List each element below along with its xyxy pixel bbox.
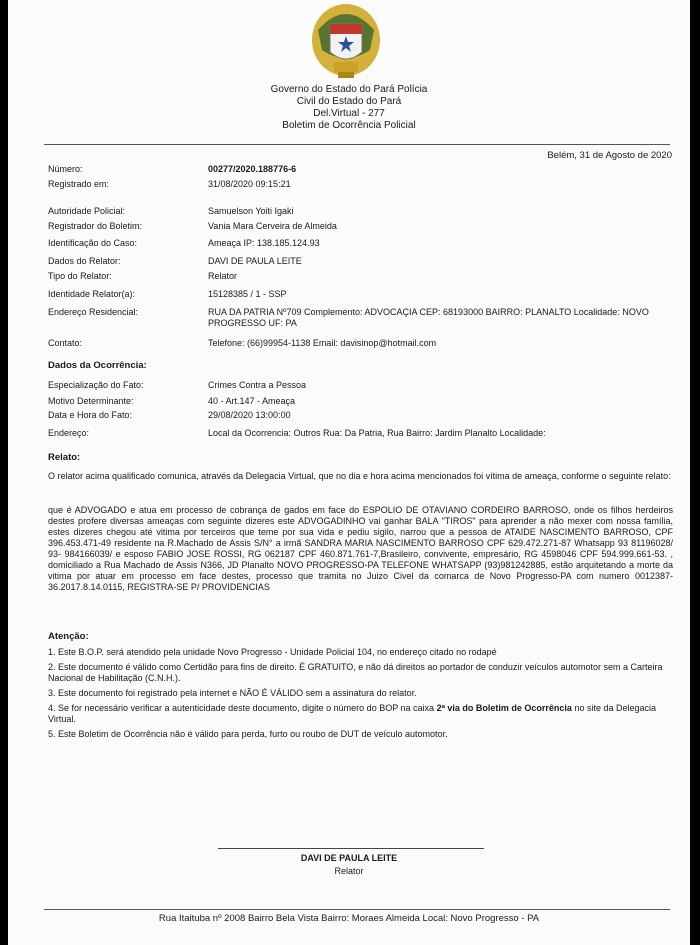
header-line-1: Governo do Estado do Pará Polícia (270, 84, 428, 95)
header-line-2: Civil do Estado do Pará (296, 96, 402, 107)
field-endereco-residencial (48, 307, 678, 331)
footer-divider (44, 909, 670, 910)
field-value: 29/08/2020 13:00:00 (208, 410, 291, 420)
field-label: Número: (48, 164, 83, 174)
field-label: Contato: (48, 338, 83, 348)
field-numero (48, 164, 678, 176)
atencao-item: 1. Este B.O.P. será atendido pela unidade Novo Progresso - Unidade Policial 104, no endereço citado no rodapé (48, 647, 497, 657)
atencao-item-emphasis: 2ª via do Boletim de Ocorrência (436, 703, 572, 713)
field-value: Local da Ocorrencia: Outros Rua: Da Patria, Rua Bairro: Jardim Planalto Localidade: (208, 428, 546, 438)
section-title-atencao: Atenção: (48, 631, 89, 642)
field-label: Especialização do Fato: (48, 380, 144, 390)
field-label: Data e Hora do Fato: (48, 410, 133, 420)
field-label: Identificação do Caso: (48, 238, 138, 248)
atencao-item-text: no site da Delegacia Virtual. (48, 703, 656, 724)
field-value: DAVI DE PAULA LEITE (208, 256, 302, 266)
field-value: 00277/2020.188776-6 (208, 164, 297, 174)
field-identificacao (48, 238, 678, 250)
issue-date: Belém, 31 de Agosto de 2020 (547, 150, 672, 161)
document-header (8, 84, 690, 132)
relato-intro: O relator acima qualificado comunica, através da Delegacia Virtual, que no dia e hora acima mencionados foi vítima de ameaça, conforme o seguinte relato: (48, 471, 671, 481)
footer-address: Rua Itaituba nº 2008 Bairro Bela Vista Bairro: Moraes Almeida Local: Novo Progresso - PA (158, 913, 540, 924)
header-line-4: Boletim de Ocorrência Policial (282, 120, 416, 131)
atencao-item: 2. Este documento é válido como Certidão para fins de direito. É GRATUITO, e não dá direitos ao portador de conduzir veículos automotor sem a Carteira Nacional de Habilitação (C.N.H.). (48, 662, 663, 683)
field-identidade (48, 289, 678, 301)
field-contato (48, 338, 678, 350)
field-label: Endereço: (48, 428, 90, 438)
atencao-list (48, 647, 673, 744)
atencao-item: 5. Este Boletim de Ocorrência não é válido para perda, furto ou roubo de DUT de veículo automotor. (48, 729, 448, 739)
field-value: Ameaça IP: 138.185.124.93 (208, 238, 320, 248)
field-label: Motivo Determinante: (48, 396, 134, 406)
relato-body: que é ADVOGADO e atua em processo de cobrança de gados em face do ESPOLIO DE OTAVIANO CORDEIRO BARROSO, onde os filhos herdeiros destes profere diversas ameaças com seguinte dizeres este ADVOGADINHO vai ganhar BALA "TIROS" para aprender a não mexer com nossa família, estes dizeres chegou até vitima por terceiros que teme por sua vida e pediu sigilo, narrou que a pessoa de ATAIDE NASCIMENTO BARROSO, CPF 396.453.471-49 residente na R.Machado de Assis S/N° a irmã SANDRA MARIA NASCIMENTO BARROSO CPF 629.472.271-87 Whatsapp 93 81196028/ 93- 984166039/ e esposo FABIO JOSE ROSSI, RG 062187 CPF 460.871.761-7,Brasileiro, convivente, empresário, RG 4598046 CPF 594.999.661-53. , domiciliado a Rua Machado de Assis N366, JD Planalto NOVO PROGRESSO-PA TELEFONE WHATSAPP (93)981242885, estão arquitetando a morte da vitima por atuar em processo em face destes, processo que tramita no Juizo Civel da comarca de Novo Progresso-PA com numero 0012387-36.2017.8.14.0115, REGISTRA-SE P/ PROVIDENCIAS (48, 505, 673, 592)
field-especializacao (48, 380, 678, 392)
atencao-item-text: 4. Se for necessário verificar a autenticidade deste documento, digite o número do BOP na caixa (48, 703, 437, 713)
atencao-item: 3. Este documento foi registrado pela internet e NÃO É VÁLIDO sem a assinatura do relator. (48, 688, 417, 698)
field-registrado (48, 179, 678, 191)
field-motivo (48, 396, 678, 408)
signature-line (218, 848, 484, 849)
field-label: Dados do Relator: (48, 256, 121, 266)
field-value: Relator (208, 271, 238, 281)
field-data-fato (48, 410, 678, 422)
field-value: 15128385 / 1 - SSP (208, 289, 287, 299)
field-dados-relator (48, 256, 678, 268)
field-value: Samuelson Yoiti Igaki (208, 206, 294, 216)
field-value: Telefone: (66)99954-1138 Email: davisinop@hotmail.com (208, 338, 437, 348)
section-title-ocorrencia: Dados da Ocorrência: (48, 360, 147, 371)
field-value: RUA DA PATRIA Nº709 Complemento: ADVOCAÇIA CEP: 68193000 BAIRRO: PLANALTO Localidade: NOVO PROGRESSO UF: PA (208, 307, 649, 328)
state-coat-of-arms (308, 0, 384, 82)
header-line-3: Del.Virtual - 277 (313, 108, 385, 119)
field-endereco-ocorrencia (48, 428, 678, 440)
field-label: Identidade Relator(a): (48, 289, 136, 299)
field-label: Endereço Residencial: (48, 307, 139, 317)
field-label: Tipo do Relator: (48, 271, 112, 281)
field-value: 31/08/2020 09:15:21 (208, 179, 291, 189)
field-label: Autoridade Policial: (48, 206, 126, 216)
field-value: Vania Mara Cerveira de Almeida (208, 221, 337, 231)
header-divider (44, 144, 670, 145)
signature-name: DAVI DE PAULA LEITE (300, 853, 398, 863)
field-label: Registrado em: (48, 179, 110, 189)
field-value: 40 - Art.147 - Ameaça (208, 396, 296, 406)
field-label: Registrador do Boletim: (48, 221, 143, 231)
field-registrador (48, 221, 678, 233)
section-title-relato: Relato: (48, 452, 81, 463)
field-value: Crimes Contra a Pessoa (208, 380, 307, 390)
signature-role: Relator (334, 866, 364, 876)
field-autoridade (48, 206, 678, 218)
field-tipo-relator (48, 271, 678, 283)
atencao-item (48, 703, 673, 725)
document-page (8, 0, 690, 945)
